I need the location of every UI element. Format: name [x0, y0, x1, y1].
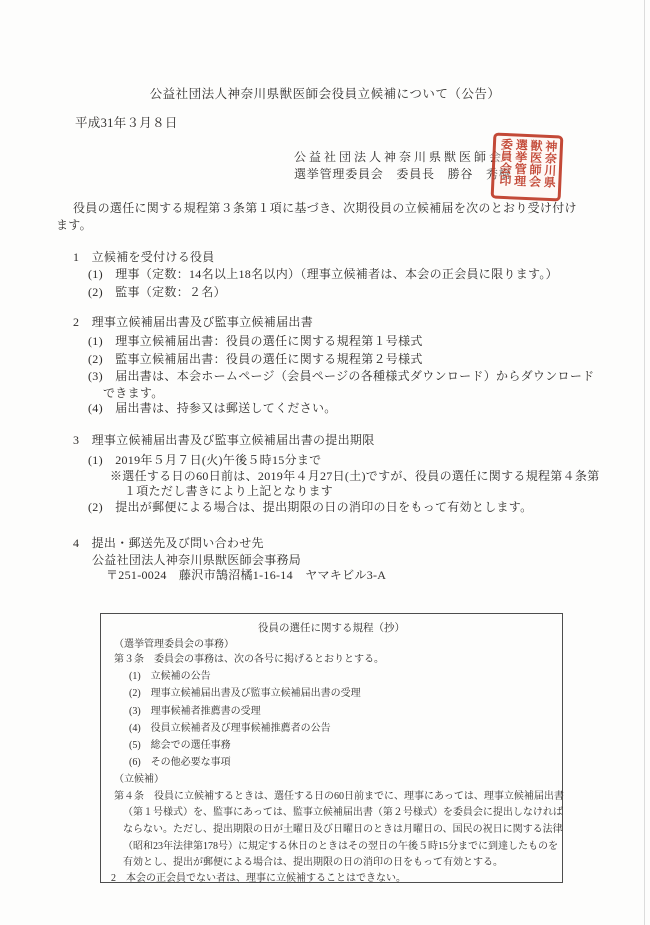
- section-2-item: (1) 理事立候補届出書：役員の選任に関する規程第１号様式: [88, 334, 423, 348]
- seal-column: 神奈川県: [542, 139, 559, 189]
- section-2-item: (4) 届出書は、持参又は郵送してください。: [88, 401, 337, 415]
- section-2-item-continuation: できます。: [103, 386, 164, 400]
- regulation-line: ならない。ただし、提出期限の日が土曜日及び日曜日のときは月曜日の、国民の祝日に関する法律: [123, 824, 563, 835]
- regulation-line: (5) 総会での選任事務: [129, 740, 231, 751]
- section-3-note: ※選任する日の60日前は、2019年４月27日(土)ですが、役員の選任に関する規程第４条第: [110, 469, 600, 483]
- regulation-line: （昭和23年法律第178号）に規定する休日のときはその翌日の午後５時15分までに到達したものを: [123, 841, 558, 852]
- section-2-heading: 2 理事立候補届出書及び監事立候補届出書: [73, 315, 314, 329]
- regulation-line: （立候補）: [114, 774, 164, 785]
- section-4-office: 公益社団法人神奈川県獣医師会事務局: [92, 553, 302, 567]
- issuer-committee: 選挙管理委員会 委員長 勝谷 秀樹: [294, 167, 512, 181]
- regulation-title: 役員の選任に関する規程（抄）: [258, 623, 405, 634]
- regulation-line: 第３条 委員会の事務は、次の各号に掲げるとおりとする。: [114, 654, 384, 665]
- section-3-note-continuation: １項ただし書きにより上記となります: [124, 484, 334, 498]
- regulation-line: (3) 理事候補者推薦書の受理: [129, 706, 261, 717]
- scanner-edge-line: [644, 0, 645, 925]
- issuer-org: 公益社団法人神奈川県獣医師会: [294, 150, 505, 164]
- document-title: 公益社団法人神奈川県獣医師会役員立候補について（公告）: [149, 87, 501, 101]
- section-3-item: (2) 提出が郵便による場合は、提出期限の日の消印の日をもって有効とします。: [88, 500, 533, 514]
- seal-column: 委員会印: [497, 137, 514, 187]
- seal-column: 選挙管理: [512, 138, 529, 187]
- section-3-item: (1) 2019年５月７日(火)午後５時15分まで: [88, 453, 322, 467]
- official-seal: [491, 133, 564, 202]
- regulation-line: (1) 立候補の公告: [129, 671, 211, 682]
- regulation-line: (6) その他必要な事項: [129, 757, 231, 768]
- regulation-excerpt-box: [100, 613, 563, 883]
- section-3-heading: 3 理事立候補届出書及び監事立候補届出書の提出期限: [73, 433, 375, 447]
- intro-line: ます。: [56, 218, 92, 232]
- regulation-line: 2 本会の正会員でない者は、理事に立候補することはできない。: [111, 873, 406, 884]
- section-4-heading: 4 提出・郵送先及び問い合わせ先: [73, 536, 264, 550]
- regulation-line: 第４条 役員に立候補するときは、選任する日の60日前までに、理事にあっては、理事立候補届出書: [114, 791, 564, 802]
- section-2-item: (2) 監事立候補届出書：役員の選任に関する規程第２号様式: [88, 352, 423, 366]
- section-2-item: (3) 届出書は、本会ホームページ（会員ページの各種様式ダウンロード）からダウンロード: [88, 369, 595, 383]
- section-1-item: (1) 理事（定数：14名以上18名以内）（理事立候補者は、本会の正会員に限ります。）: [88, 267, 558, 281]
- regulation-line: (4) 役員立候補者及び理事候補推薦者の公告: [129, 723, 331, 734]
- seal-column: 獣医師会: [527, 139, 544, 188]
- regulation-line: 有効とし、提出が郵便による場合は、提出期限の日の消印の日をもって有効とする。: [123, 857, 503, 868]
- regulation-line: （選挙管理委員会の事務）: [114, 639, 234, 650]
- intro-line: 役員の選任に関する規程第３条第１項に基づき、次期役員の立候補届を次のとおり受け付け: [73, 201, 577, 215]
- section-1-heading: 1 立候補を受付ける役員: [73, 250, 215, 264]
- section-1-item: (2) 監事（定数：２名）: [88, 285, 226, 299]
- section-4-address: 〒251-0024 藤沢市鵠沼橘1-16-14 ヤマキビル3-A: [106, 568, 387, 582]
- regulation-line: （第１号様式）を、監事にあっては、監事立候補届出書（第２号様式）を委員会に提出しなければ: [123, 807, 563, 818]
- regulation-line: (2) 理事立候補届出書及び監事立候補届出書の受理: [129, 688, 361, 699]
- issue-date: 平成31年３月８日: [75, 116, 178, 130]
